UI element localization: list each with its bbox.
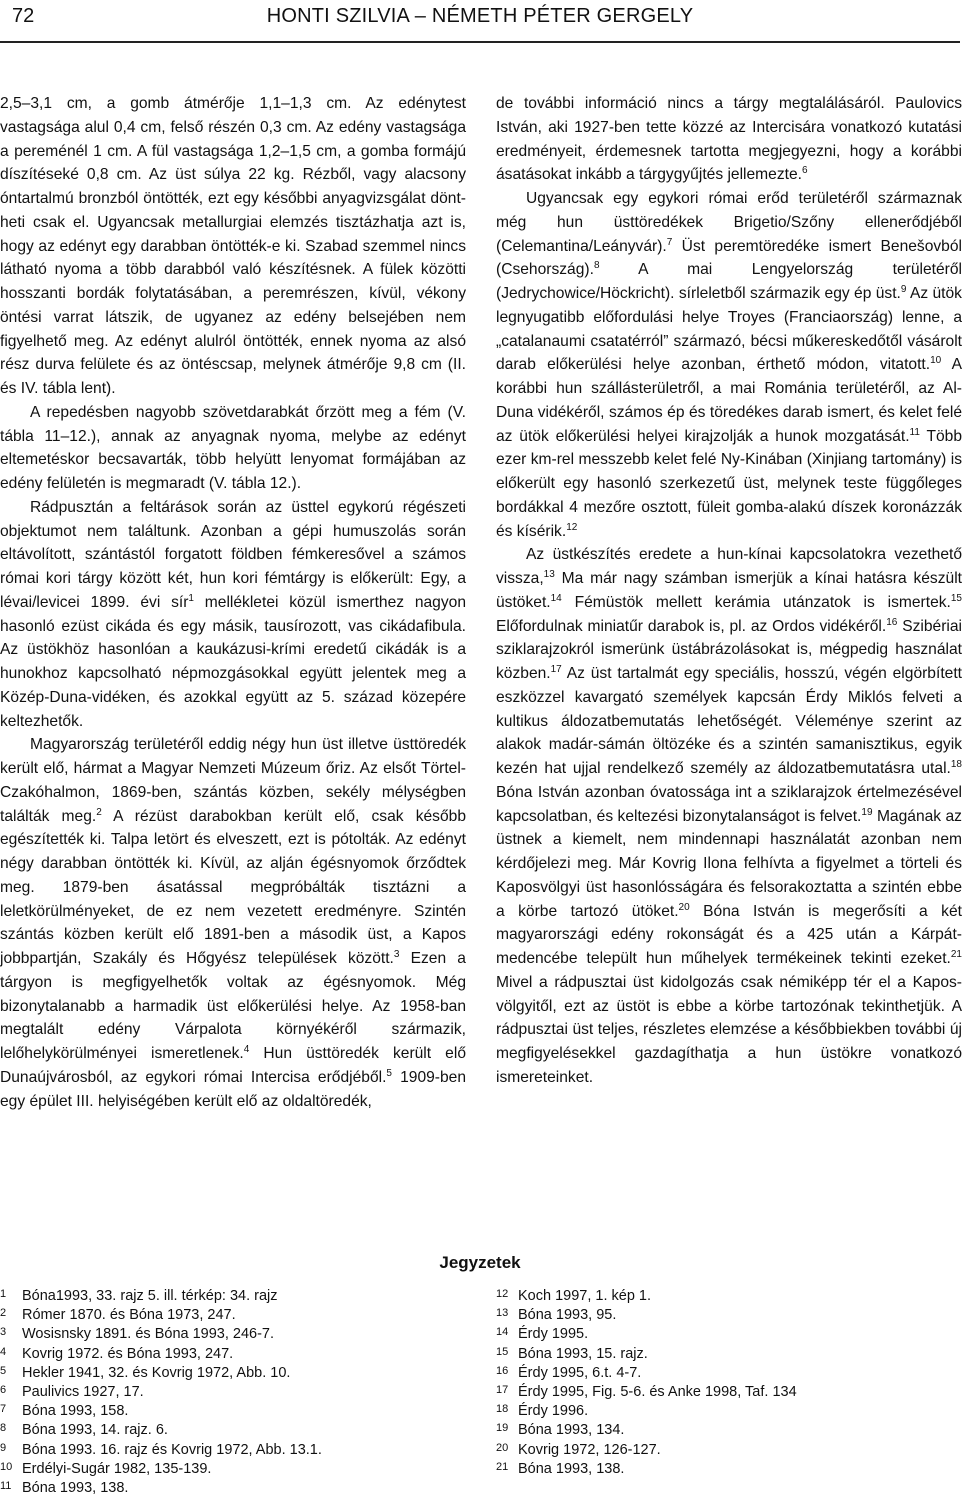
note-text: Kovrig 1972. és Bóna 1993, 247. (22, 1345, 234, 1362)
paragraph-text: Az ütök legnyugatibb előfordulási helye Troyes (Franciaország) lenne, a „catalanaumi csatatérról” származó, bécsi műkereskedőtől vásárolt darab előkerülési helye azonban, érthető módon, vitatott. (496, 285, 962, 374)
paragraph-text: 2,5–3,1 cm, a gomb átmérője 1,1–1,3 cm. Az edénytest vastagsága alul 0,4 cm, felső részén 0,3 cm. Az edény vastagsága a pereménél 1 cm. A fül vastagsága 1,2–1,5 cm, a gomba formájú díszítéseké 0,8 cm. Az üst súlya 22 kg. Rézből, vagy alacsony óntartalmú bronzból öntötték, ezt egy későbbi anyagvizsgálat döntheti csak el. Ugyancsak metallurgiai elemzés tisztázhatja azt is, hogy az edényt egy darabban öntötték-e ki. Szabad szemmel nincs látható nyoma a több darabból való készítésnek. A fülek közötti hosszanti bordák folytatásában, a peremrészen, kívül, vékony öntési varrat látszik, de ugyanez az edény belsejében nem figyelhető meg. Az edényt alulról öntötték, ennek nyoma az alsó rész durva felülete és az öntéscsap, melynek átmérője 9,8 cm (II. és IV. tábla lent). (0, 95, 466, 397)
page-number: 72 (12, 5, 35, 27)
footnote-ref[interactable]: 7 (666, 236, 673, 248)
paragraph-text: Magának az üstnek a kiemelt, nem mindennapi használatát azonban nem kérdőjelezi meg. Már Kovrig Ilona felhívta a figyelmet a törteli és Kaposvölgyi üst hasonlósságára és felsorakoztatta a szintén ebbe a körbe tartozó ütöket. (496, 807, 962, 920)
note-number: 14 (496, 1326, 509, 1339)
note-item (496, 1287, 956, 1306)
paragraph-text: Ma már nagy számban ismerjük a kínai hatásra készült üstöket. (496, 570, 962, 611)
note-text: Bóna 1993, 14. rajz. 6. (22, 1422, 168, 1439)
note-text: Paulivics 1927, 17. (22, 1384, 144, 1401)
note-number: 20 (496, 1441, 509, 1454)
paragraph-text: Ugyancsak egy egykori római erőd területéről származnak még hun üsttöredékek Brigetio/Szőny ellenerődjéből (Celemantina/Leányvár). (496, 190, 962, 255)
note-text: Bóna 1993, 138. (22, 1480, 129, 1497)
paragraph-text: A mai Lengyelország területéről (Jedrychowice/Höckricht). sírleletből származik egy ép üst. (496, 261, 962, 302)
paragraph (496, 187, 962, 543)
note-text: Érdy 1996. (518, 1403, 589, 1420)
note-number: 3 (0, 1326, 7, 1339)
note-number: 5 (0, 1364, 7, 1377)
running-head: HONTI SZILVIA – NÉMETH PÉTER GERGELY (266, 5, 694, 27)
note-number: 11 (0, 1480, 12, 1493)
note-item (496, 1364, 956, 1383)
note-item (0, 1421, 470, 1440)
note-item (496, 1441, 956, 1460)
notes-list-right (496, 1287, 956, 1479)
note-item (0, 1479, 470, 1498)
footnote-ref[interactable]: 3 (393, 949, 400, 960)
note-item (496, 1402, 956, 1421)
note-text: Bóna 1993. 16. rajz és Kovrig 1972, Abb. 13.1. (22, 1441, 322, 1458)
footnote-ref[interactable]: 1 (188, 592, 194, 604)
note-item (0, 1402, 470, 1421)
paragraph-text: Magyarország területéről eddig négy hun üst illetve üsttöredék került elő, hármat a Magyar Nemzeti Múzeum őriz. Az elsőt Törtel-Czakóhalmon, 1869-ben, szántás közben, sekély mélységben találták meg. (0, 736, 466, 825)
note-text: Wosisnsky 1891. és Bóna 1993, 246-7. (22, 1326, 275, 1343)
paragraph-text: Mivel a rádpusztai üst kidolgozás csak némiképp tér el a Kapos-völgyitől, ezt az üstöt is ebbe a körbe tartozónak tekinthetjük. A rádpusztai üst teljes, részletes elemzése a későbbiekben további új megfigyelésekkel gazdagíthatja a hun üstökre vonatkozó ismereteinket. (496, 973, 962, 1086)
paragraph-text: Az üst tartalmát egy speciális, hosszú, végén elgörbített eszközzel kavargató személyek kapcsán Érdy Miklós felveti a kultikus áldozatbemutatás lehetőségét. Véleménye szerint az alakok madár-sámán öltözéke és a szintén samanisztikus, egyik kezén hat ujjal rendelkező személy az áldozatbemutatásra utal. (496, 665, 962, 777)
paragraph-text: A korábbi hun szállásterületről, a mai Románia területéről, az Al-Duna vidékéről, számos ép és töredékes darab ismert, és kelet felé az ütök előkerülési helyei kirajzolják a hunok mozgatását. (496, 356, 962, 445)
paragraph-text: 1909-ben egy épület III. helyiségében került elő az oldaltöredék, (0, 1068, 466, 1110)
note-item (0, 1460, 470, 1479)
note-number: 6 (0, 1384, 7, 1397)
paragraph-text: Bóna István azonban óvatossága int a sziklarajzok értelmezésével kapcsolatban, és keltezési bizonytalanságot is felvet. (496, 783, 962, 825)
left-column (0, 92, 466, 1113)
note-text: Koch 1997, 1. kép 1. (518, 1288, 652, 1304)
paragraph (496, 92, 962, 187)
note-number: 12 (496, 1288, 509, 1300)
paragraph (0, 733, 466, 1113)
note-text: Érdy 1995, Fig. 5-6. és Anke 1998, Taf. 134 (518, 1384, 797, 1401)
notes-title: Jegyzetek (439, 1253, 521, 1272)
note-item (0, 1306, 470, 1325)
note-number: 17 (496, 1384, 509, 1397)
note-item (0, 1364, 470, 1383)
footnote-ref[interactable]: 13 (543, 569, 555, 580)
note-item (0, 1383, 470, 1402)
note-text: Bóna 1993, 158. (22, 1403, 129, 1420)
note-text: Érdy 1995. (518, 1326, 589, 1343)
note-number: 21 (496, 1460, 509, 1473)
paragraph-text: Szibériai sziklarajzokról ismerünk üstábrázolásokat is, mégpedig használat közben. (496, 617, 962, 682)
footnote-ref[interactable]: 16 (886, 616, 898, 628)
note-item (0, 1441, 470, 1460)
footnote-ref[interactable]: 6 (801, 165, 808, 177)
footnote-ref[interactable]: 4 (243, 1044, 250, 1055)
note-number: 9 (0, 1441, 7, 1454)
paragraph-text: Fémüstök mellett kerámia utánzatok is ismertek. (561, 593, 951, 611)
paragraph-text: de további információ nincs a tárgy megtalálásáról. Paulovics István, aki 1927-ben tette közzé az Intercisára vonatkozó kutatási eredményeit, érdemesnek tartotta megjegyezni, hogy a korábbi ásatásokat inkább a tárgygyűjtés jellemezte. (496, 95, 962, 184)
note-item (496, 1460, 956, 1479)
footnote-ref[interactable]: 2 (96, 806, 102, 818)
paragraph-text: Rádpusztán a feltárások során az üsttel egykorú régészeti objektumot nem találtunk. Azonban a gépi humuszolás során eltávolított, szántástól forgatott földben fémkeresővel a számos római kori tárgy között két, hun kori fémtárgy is előkerült: Egy, a lévai/levicei 1899. évi sír (0, 498, 466, 611)
paragraph-text: Üst peremtöredéke ismert Benešovból (Csehország). (496, 237, 962, 279)
note-item (496, 1345, 956, 1364)
note-text: Érdy 1995, 6.t. 4-7. (518, 1364, 642, 1381)
page-header (0, 0, 960, 56)
note-number: 8 (0, 1422, 7, 1435)
footnote-ref[interactable]: 18 (950, 759, 962, 770)
paragraph (496, 543, 962, 1089)
footnote-ref[interactable]: 5 (386, 1067, 392, 1079)
note-number: 1 (0, 1288, 7, 1300)
footnote-ref[interactable]: 10 (930, 355, 942, 367)
header-rule (0, 41, 960, 43)
notes-list-left (0, 1287, 470, 1498)
paragraph-text: mellékletei közül ismerthez nagyon hasonló ezüst cikáda és egy másik, tausírozott, vas cikádafibula. Az üstökhöz hasonlóan a kaukázusi-krími eredetű cikádák is a hunokhoz kapcsolható népmozgásokkal együtt jelentek meg a Közép-Duna-vidéken, és azokkal együtt az 5. század közepére keltezhetők. (0, 593, 467, 730)
note-text: Bóna1993, 33. rajz 5. ill. térkép: 34. rajz (22, 1288, 278, 1304)
footnote-ref[interactable]: 12 (566, 521, 578, 533)
right-column (496, 92, 962, 1090)
note-text: Bóna 1993, 138. (518, 1460, 625, 1477)
paragraph-text: Az üstkészítés eredete a hun-kínai kapcsolatokra vezethető vissza, (496, 546, 962, 587)
note-text: Kovrig 1972, 126-127. (518, 1441, 661, 1458)
paragraph-text: A repedésben nagyobb szövetdarabkát őrzött meg a fém (V. tábla 11–12.), annak az anyagnak nyoma, melybe az edényt eltemetéskor becsavarták, több helyütt lenyomat formájában az edény felületén is megmaradt (V. tábla 12.). (0, 403, 466, 492)
paragraph (0, 92, 466, 401)
note-number: 15 (496, 1345, 509, 1358)
footnote-ref[interactable]: 14 (550, 592, 562, 604)
note-number: 2 (0, 1307, 7, 1320)
paragraph (0, 496, 466, 734)
footnote-ref[interactable]: 15 (950, 592, 962, 604)
note-item (496, 1383, 956, 1402)
note-number: 4 (0, 1345, 7, 1358)
note-number: 13 (496, 1307, 509, 1320)
footnote-ref[interactable]: 11 (909, 426, 920, 438)
footnote-ref[interactable]: 21 (950, 949, 962, 960)
paragraph-text: Előfordulnak miniatűr darabok is, pl. az Ordos vidékéről. (496, 617, 887, 635)
note-number: 19 (496, 1422, 509, 1435)
paragraph-text: Ezen a tárgyon is megfigyelhetők voltak az égésnyomok. Még bizonytalanabb a harmadik üst előkerülési helye. Az 1958-ban megtalált edény Várpalota környékéről származik, lelőhelykörülményei ismeretlenek. (0, 950, 466, 1062)
note-number: 18 (496, 1403, 509, 1416)
note-item (496, 1421, 956, 1440)
note-text: Bóna 1993, 15. rajz. (518, 1345, 648, 1362)
footnote-ref[interactable]: 20 (678, 901, 690, 913)
note-text: Hekler 1941, 32. és Kovrig 1972, Abb. 10. (22, 1364, 291, 1381)
paragraph-text: Hun üsttöredék került elő Dunaújvárosból, az egykori római Intercisa erődjéből. (0, 1045, 466, 1086)
footnote-ref[interactable]: 19 (861, 806, 873, 818)
note-text: Rómer 1870. és Bóna 1973, 247. (22, 1307, 236, 1324)
note-text: Erdélyi-Sugár 1982, 135-139. (22, 1460, 212, 1477)
paragraph-text: A rézüst darabokban került elő, csak később egészítették ki. Talpa letört és elveszett, ezt is pótolták. Az edényt négy darabban öntötték ki. Kívül, az alján égésnyomok őrződtek meg. 1879-ben ásatással megpróbálták tisztázni a leletkörülményeket, de ez nem vezetett eredményre. Szintén szántás közben került elő 1891-ben a második üst, a Kapos jobbpartján, Szakály és Hőgyész települések között. (0, 807, 466, 967)
note-number: 10 (0, 1460, 13, 1473)
note-text: Bóna 1993, 95. (518, 1307, 617, 1324)
note-text: Bóna 1993, 134. (518, 1422, 625, 1439)
note-item (0, 1325, 470, 1344)
note-number: 16 (496, 1364, 509, 1377)
note-item (0, 1345, 470, 1364)
note-item (496, 1306, 956, 1325)
note-item (496, 1325, 956, 1344)
paragraph-text: Több ezer km-rel messzebb kelet felé Ny-Kinában (Xinjiang tartomány) is előkerült egy hasonló szerkezetű üst, melynek teste függőleges bordákkal 4 mezőre osztott, füleit gomba-alakú díszek koronázzák és kísérik. (496, 427, 962, 540)
footnote-ref[interactable]: 9 (900, 284, 907, 295)
footnote-ref[interactable]: 8 (593, 260, 600, 272)
paragraph-text: Bóna István is megerősíti a két magyarországi edény rokonságát és a 425 után a Kárpát-medencébe települt hun műhelyek termékeinek tekinti ezeket. (496, 902, 962, 967)
footnote-ref[interactable]: 17 (550, 664, 562, 675)
paragraph (0, 401, 466, 496)
note-number: 7 (0, 1403, 7, 1416)
note-item (0, 1287, 470, 1306)
